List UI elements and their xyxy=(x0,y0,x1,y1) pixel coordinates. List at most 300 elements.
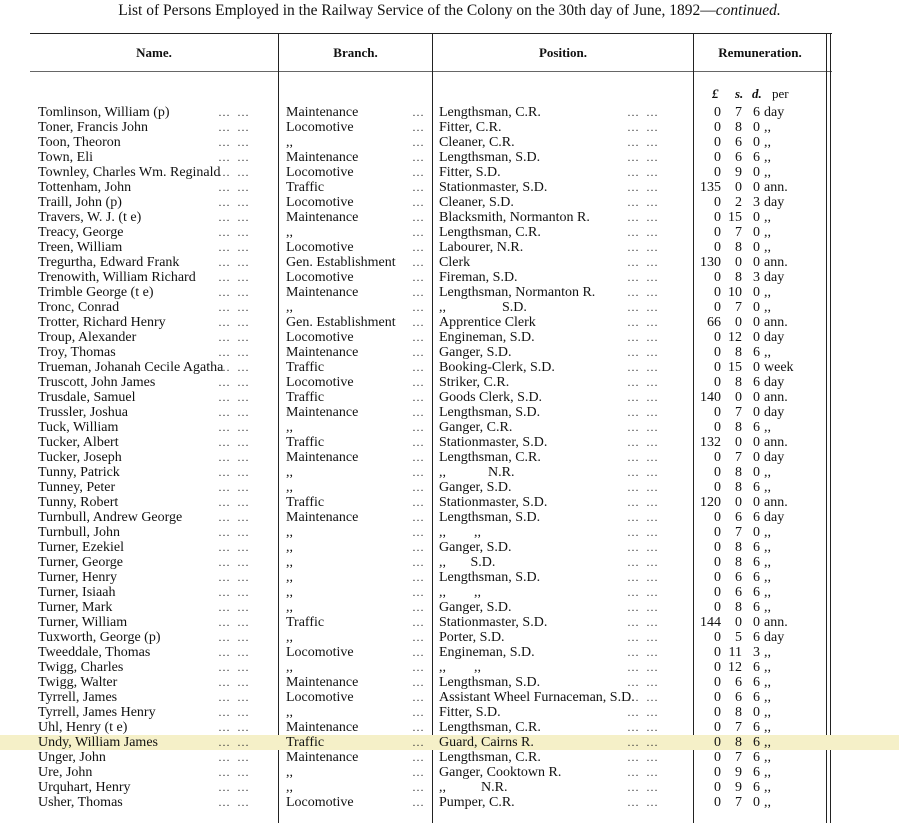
cell-position: Lengthsman, C.R. xyxy=(439,750,541,765)
table-row xyxy=(0,525,899,540)
cell-pounds: 0 xyxy=(714,555,721,570)
table-row xyxy=(0,420,899,435)
cell-per: ann. xyxy=(764,615,788,630)
cell-position: Engineman, S.D. xyxy=(439,330,535,345)
cell-pounds: 0 xyxy=(714,750,721,765)
table-row xyxy=(0,240,899,255)
cell-branch: Maintenance xyxy=(286,105,359,120)
cell-shillings: 6 xyxy=(735,570,742,585)
leader-dots: … … xyxy=(218,540,251,554)
cell-branch: Maintenance xyxy=(286,450,359,465)
leader-dots: … … xyxy=(218,525,251,539)
leader-dots: … xyxy=(412,285,426,299)
leader-dots: … … xyxy=(218,285,251,299)
cell-pence: 6 xyxy=(753,765,760,780)
leader-dots: … … xyxy=(218,165,251,179)
leader-dots: … … xyxy=(627,480,660,494)
cell-position: Lengthsman, C.R. xyxy=(439,720,541,735)
cell-pounds: 130 xyxy=(700,255,721,270)
cell-branch: ,, xyxy=(286,660,293,675)
cell-pence: 6 xyxy=(753,150,760,165)
leader-dots: … xyxy=(412,720,426,734)
cell-name: Turnbull, John xyxy=(38,525,120,540)
cell-position: Pumper, C.R. xyxy=(439,795,515,810)
cell-pounds: 0 xyxy=(714,780,721,795)
leader-dots: … … xyxy=(627,330,660,344)
cell-name: Townley, Charles Wm. Reginald xyxy=(38,165,221,180)
table-row xyxy=(0,330,899,345)
table-row xyxy=(0,795,899,810)
cell-per: ,, xyxy=(764,480,771,495)
leader-dots: … xyxy=(412,465,426,479)
leader-dots: … … xyxy=(627,270,660,284)
cell-shillings: 7 xyxy=(735,720,742,735)
cell-branch: ,, xyxy=(286,540,293,555)
cell-per: ,, xyxy=(764,540,771,555)
cell-per: ,, xyxy=(764,150,771,165)
cell-per: day xyxy=(764,510,785,525)
cell-name: Treacy, George xyxy=(38,225,124,240)
cell-pence: 6 xyxy=(753,375,760,390)
leader-dots: … … xyxy=(218,225,251,239)
cell-branch: Maintenance xyxy=(286,345,359,360)
leader-dots: … … xyxy=(627,120,660,134)
leader-dots: … … xyxy=(627,555,660,569)
cell-pence: 6 xyxy=(753,480,760,495)
cell-per: ,, xyxy=(764,780,771,795)
leader-dots: … xyxy=(412,360,426,374)
leader-dots: … … xyxy=(218,615,251,629)
cell-position: Fitter, C.R. xyxy=(439,120,502,135)
leader-dots: … … xyxy=(627,180,660,194)
cell-pounds: 0 xyxy=(714,300,721,315)
leader-dots: … xyxy=(412,615,426,629)
cell-branch: Maintenance xyxy=(286,210,359,225)
cell-shillings: 5 xyxy=(735,630,742,645)
leader-dots: … … xyxy=(218,270,251,284)
leader-dots: … … xyxy=(218,570,251,584)
cell-shillings: 11 xyxy=(728,645,742,660)
cell-branch: ,, xyxy=(286,420,293,435)
leader-dots: … … xyxy=(627,315,660,329)
cell-per: ,, xyxy=(764,555,771,570)
cell-pounds: 0 xyxy=(714,105,721,120)
cell-shillings: 6 xyxy=(735,135,742,150)
page-title xyxy=(0,2,899,20)
cell-shillings: 0 xyxy=(735,495,742,510)
leader-dots: … xyxy=(412,105,426,119)
table-row xyxy=(0,390,899,405)
table-row xyxy=(0,750,899,765)
cell-shillings: 8 xyxy=(735,120,742,135)
cell-name: Turner, Ezekiel xyxy=(38,540,125,555)
cell-branch: Locomotive xyxy=(286,330,354,345)
leader-dots: … xyxy=(412,150,426,164)
cell-name: Toner, Francis John xyxy=(38,120,149,135)
leader-dots: … xyxy=(412,570,426,584)
cell-branch: Gen. Establishment xyxy=(286,255,396,270)
cell-shillings: 0 xyxy=(735,435,742,450)
cell-pounds: 0 xyxy=(714,765,721,780)
cell-shillings: 8 xyxy=(735,555,742,570)
cell-per: ,, xyxy=(764,690,771,705)
leader-dots: … … xyxy=(627,510,660,524)
cell-position: Stationmaster, S.D. xyxy=(439,495,548,510)
leader-dots: … … xyxy=(627,255,660,269)
leader-dots: … xyxy=(412,210,426,224)
cell-shillings: 7 xyxy=(735,300,742,315)
leader-dots: … … xyxy=(627,165,660,179)
table-row xyxy=(0,600,899,615)
cell-branch: ,, xyxy=(286,780,293,795)
leader-dots: … xyxy=(412,405,426,419)
cell-pounds: 140 xyxy=(700,390,721,405)
cell-branch: ,, xyxy=(286,480,293,495)
cell-pence: 6 xyxy=(753,780,760,795)
cell-name: Twigg, Charles xyxy=(38,660,124,675)
cell-pence: 0 xyxy=(753,165,760,180)
cell-pounds: 66 xyxy=(707,315,721,330)
leader-dots: … … xyxy=(218,195,251,209)
cell-shillings: 0 xyxy=(735,255,742,270)
cell-per: ,, xyxy=(764,525,771,540)
cell-pounds: 0 xyxy=(714,630,721,645)
leader-dots: … … xyxy=(218,795,251,809)
cell-position: Ganger, S.D. xyxy=(439,480,512,495)
cell-name: Trussler, Joshua xyxy=(38,405,128,420)
cell-pence: 0 xyxy=(753,360,760,375)
cell-per: ,, xyxy=(764,720,771,735)
cell-pounds: 0 xyxy=(714,675,721,690)
leader-dots: … … xyxy=(627,240,660,254)
cell-branch: ,, xyxy=(286,225,293,240)
cell-shillings: 8 xyxy=(735,375,742,390)
cell-name: Trotter, Richard Henry xyxy=(38,315,166,330)
table-row xyxy=(0,375,899,390)
cell-position: Apprentice Clerk xyxy=(439,315,536,330)
cell-pence: 6 xyxy=(753,735,760,750)
table-top-rule xyxy=(30,33,832,34)
leader-dots: … … xyxy=(627,525,660,539)
table-row xyxy=(0,705,899,720)
cell-position: Ganger, C.R. xyxy=(439,420,513,435)
cell-position: ,, S.D. xyxy=(439,555,496,570)
cell-per: ,, xyxy=(764,675,771,690)
cell-per: ann. xyxy=(764,255,788,270)
cell-per: ann. xyxy=(764,315,788,330)
leader-dots: … xyxy=(412,735,426,749)
cell-per: ann. xyxy=(764,495,788,510)
table-row xyxy=(0,510,899,525)
cell-branch: Traffic xyxy=(286,615,325,630)
cell-name: Trusdale, Samuel xyxy=(38,390,136,405)
cell-pence: 0 xyxy=(753,120,760,135)
cell-pence: 0 xyxy=(753,285,760,300)
cell-position: Guard, Cairns R. xyxy=(439,735,534,750)
cell-pounds: 0 xyxy=(714,480,721,495)
table-row xyxy=(0,345,899,360)
cell-name: Tyrrell, James xyxy=(38,690,118,705)
table-row xyxy=(0,450,899,465)
cell-shillings: 0 xyxy=(735,180,742,195)
leader-dots: … … xyxy=(218,555,251,569)
leader-dots: … xyxy=(412,270,426,284)
cell-position: Stationmaster, S.D. xyxy=(439,435,548,450)
cell-shillings: 7 xyxy=(735,405,742,420)
cell-pence: 6 xyxy=(753,345,760,360)
table-row xyxy=(0,165,899,180)
leader-dots: … … xyxy=(627,210,660,224)
cell-branch: ,, xyxy=(286,600,293,615)
leader-dots: … xyxy=(412,705,426,719)
table-row xyxy=(0,435,899,450)
cell-per: ,, xyxy=(764,750,771,765)
cell-pence: 0 xyxy=(753,450,760,465)
cell-shillings: 8 xyxy=(735,705,742,720)
cell-per: ,, xyxy=(764,705,771,720)
table-row xyxy=(0,645,899,660)
table-row xyxy=(0,570,899,585)
leader-dots: … xyxy=(412,750,426,764)
cell-name: Traill, John (p) xyxy=(38,195,122,210)
cell-pounds: 0 xyxy=(714,705,721,720)
table-row xyxy=(0,690,899,705)
leader-dots: … … xyxy=(218,405,251,419)
cell-name: Truscott, John James xyxy=(38,375,156,390)
leader-dots: … … xyxy=(218,705,251,719)
cell-pence: 0 xyxy=(753,315,760,330)
leader-dots: … … xyxy=(627,780,660,794)
cell-per: ,, xyxy=(764,120,771,135)
cell-branch: ,, xyxy=(286,570,293,585)
leader-dots: … … xyxy=(627,225,660,239)
cell-name: Trimble George (t e) xyxy=(38,285,154,300)
leader-dots: … … xyxy=(627,195,660,209)
cell-pence: 0 xyxy=(753,705,760,720)
table-row xyxy=(0,300,899,315)
cell-per: ,, xyxy=(764,165,771,180)
cell-pounds: 0 xyxy=(714,240,721,255)
leader-dots: … … xyxy=(218,675,251,689)
cell-position: ,, ,, xyxy=(439,585,481,600)
cell-per: ,, xyxy=(764,210,771,225)
cell-shillings: 6 xyxy=(735,150,742,165)
cell-name: Troy, Thomas xyxy=(38,345,116,360)
cell-branch: Traffic xyxy=(286,180,325,195)
leader-dots: … xyxy=(412,180,426,194)
cell-branch: Locomotive xyxy=(286,645,354,660)
cell-shillings: 6 xyxy=(735,585,742,600)
leader-dots: … … xyxy=(627,105,660,119)
cell-per: ,, xyxy=(764,735,771,750)
table-row xyxy=(0,150,899,165)
cell-branch: Traffic xyxy=(286,495,325,510)
cell-name: Tuxworth, George (p) xyxy=(38,630,161,645)
cell-position: ,, N.R. xyxy=(439,465,515,480)
leader-dots: … … xyxy=(627,300,660,314)
cell-name: Twigg, Walter xyxy=(38,675,118,690)
cell-pounds: 0 xyxy=(714,225,721,240)
cell-branch: Maintenance xyxy=(286,285,359,300)
cell-position: Fireman, S.D. xyxy=(439,270,518,285)
cell-position: Lengthsman, C.R. xyxy=(439,105,541,120)
leader-dots: … … xyxy=(627,375,660,389)
cell-branch: Locomotive xyxy=(286,270,354,285)
cell-branch: Traffic xyxy=(286,390,325,405)
leader-dots: … … xyxy=(218,105,251,119)
cell-per: day xyxy=(764,630,785,645)
cell-shillings: 12 xyxy=(728,330,742,345)
table-row xyxy=(0,360,899,375)
cell-branch: Traffic xyxy=(286,435,325,450)
cell-name: Tucker, Albert xyxy=(38,435,119,450)
cell-pounds: 120 xyxy=(700,495,721,510)
cell-pounds: 0 xyxy=(714,570,721,585)
cell-branch: Maintenance xyxy=(286,510,359,525)
leader-dots: … … xyxy=(218,300,251,314)
leader-dots: … xyxy=(412,480,426,494)
cell-branch: Traffic xyxy=(286,360,325,375)
cell-position: Assistant Wheel Furnaceman, S.D. xyxy=(439,690,635,705)
cell-name: Turner, Henry xyxy=(38,570,118,585)
cell-branch: ,, xyxy=(286,465,293,480)
cell-shillings: 10 xyxy=(728,285,742,300)
cell-pounds: 0 xyxy=(714,165,721,180)
leader-dots: … … xyxy=(218,465,251,479)
leader-dots: … … xyxy=(627,720,660,734)
table-row xyxy=(0,540,899,555)
leader-dots: … xyxy=(412,315,426,329)
leader-dots: … … xyxy=(218,360,251,374)
cell-pence: 6 xyxy=(753,675,760,690)
cell-name: Urquhart, Henry xyxy=(38,780,131,795)
title-prefix: List of Persons Employed in the Railway Service of the Colony on the 30th day of June, 1892— xyxy=(118,2,716,19)
cell-position: Lengthsman, S.D. xyxy=(439,150,541,165)
cell-branch: ,, xyxy=(286,630,293,645)
cell-per: ,, xyxy=(764,600,771,615)
cell-per: day xyxy=(764,375,785,390)
leader-dots: … … xyxy=(218,750,251,764)
leader-dots: … … xyxy=(218,630,251,644)
cell-pence: 6 xyxy=(753,510,760,525)
table-row xyxy=(0,615,899,630)
cell-pence: 6 xyxy=(753,720,760,735)
table-row xyxy=(0,210,899,225)
table-row xyxy=(0,270,899,285)
leader-dots: … xyxy=(412,795,426,809)
cell-pounds: 0 xyxy=(714,270,721,285)
cell-pence: 3 xyxy=(753,195,760,210)
leader-dots: … xyxy=(412,420,426,434)
cell-per: ,, xyxy=(764,585,771,600)
table-row xyxy=(0,480,899,495)
cell-name: Unger, John xyxy=(38,750,106,765)
table-row xyxy=(0,660,899,675)
cell-branch: Gen. Establishment xyxy=(286,315,396,330)
cell-shillings: 8 xyxy=(735,480,742,495)
leader-dots: … … xyxy=(627,420,660,434)
leader-dots: … … xyxy=(218,450,251,464)
leader-dots: … … xyxy=(218,720,251,734)
leader-dots: … … xyxy=(218,255,251,269)
cell-pounds: 0 xyxy=(714,690,721,705)
table-row xyxy=(0,120,899,135)
cell-pounds: 0 xyxy=(714,720,721,735)
cell-position: Stationmaster, S.D. xyxy=(439,180,548,195)
unit-pence: d. xyxy=(752,86,762,101)
leader-dots: … xyxy=(412,645,426,659)
cell-name: Turner, Mark xyxy=(38,600,113,615)
cell-position: Lengthsman, C.R. xyxy=(439,450,541,465)
cell-pence: 0 xyxy=(753,210,760,225)
leader-dots: … … xyxy=(218,210,251,224)
leader-dots: … … xyxy=(218,180,251,194)
cell-name: Toon, Theoron xyxy=(38,135,121,150)
unit-per: per xyxy=(772,86,789,101)
cell-position: Goods Clerk, S.D. xyxy=(439,390,543,405)
cell-pence: 0 xyxy=(753,330,760,345)
leader-dots: … xyxy=(412,255,426,269)
leader-dots: … … xyxy=(627,690,660,704)
cell-per: ,, xyxy=(764,570,771,585)
cell-position: Stationmaster, S.D. xyxy=(439,615,548,630)
leader-dots: … xyxy=(412,390,426,404)
leader-dots: … xyxy=(412,435,426,449)
cell-pence: 0 xyxy=(753,795,760,810)
cell-pounds: 0 xyxy=(714,210,721,225)
cell-position: ,, ,, xyxy=(439,525,481,540)
cell-name: Trenowith, William Richard xyxy=(38,270,196,285)
cell-name: Tucker, Joseph xyxy=(38,450,122,465)
cell-position: Cleaner, C.R. xyxy=(439,135,515,150)
leader-dots: … … xyxy=(218,330,251,344)
cell-pence: 6 xyxy=(753,750,760,765)
cell-branch: Locomotive xyxy=(286,690,354,705)
cell-position: Striker, C.R. xyxy=(439,375,510,390)
leader-dots: … … xyxy=(627,360,660,374)
cell-per: ,, xyxy=(764,465,771,480)
leader-dots: … … xyxy=(627,675,660,689)
cell-position: Cleaner, S.D. xyxy=(439,195,514,210)
cell-position: Ganger, S.D. xyxy=(439,540,512,555)
leader-dots: … … xyxy=(627,435,660,449)
leader-dots: … xyxy=(412,555,426,569)
cell-branch: ,, xyxy=(286,135,293,150)
cell-pounds: 0 xyxy=(714,645,721,660)
cell-name: Turnbull, Andrew George xyxy=(38,510,183,525)
cell-branch: Maintenance xyxy=(286,675,359,690)
cell-branch: Locomotive xyxy=(286,120,354,135)
table-row xyxy=(0,180,899,195)
leader-dots: … … xyxy=(627,735,660,749)
header-name: Name. xyxy=(136,45,172,60)
leader-dots: … … xyxy=(627,705,660,719)
cell-per: ,, xyxy=(764,795,771,810)
cell-pounds: 144 xyxy=(700,615,721,630)
leader-dots: … … xyxy=(627,465,660,479)
leader-dots: … xyxy=(412,345,426,359)
table-row xyxy=(0,675,899,690)
cell-position: ,, S.D. xyxy=(439,300,527,315)
cell-shillings: 7 xyxy=(735,105,742,120)
cell-branch: Maintenance xyxy=(286,150,359,165)
cell-name: Troup, Alexander xyxy=(38,330,137,345)
cell-name: Tunney, Peter xyxy=(38,480,116,495)
cell-per: ,, xyxy=(764,765,771,780)
table-row xyxy=(0,405,899,420)
leader-dots: … … xyxy=(627,570,660,584)
table-row xyxy=(0,630,899,645)
